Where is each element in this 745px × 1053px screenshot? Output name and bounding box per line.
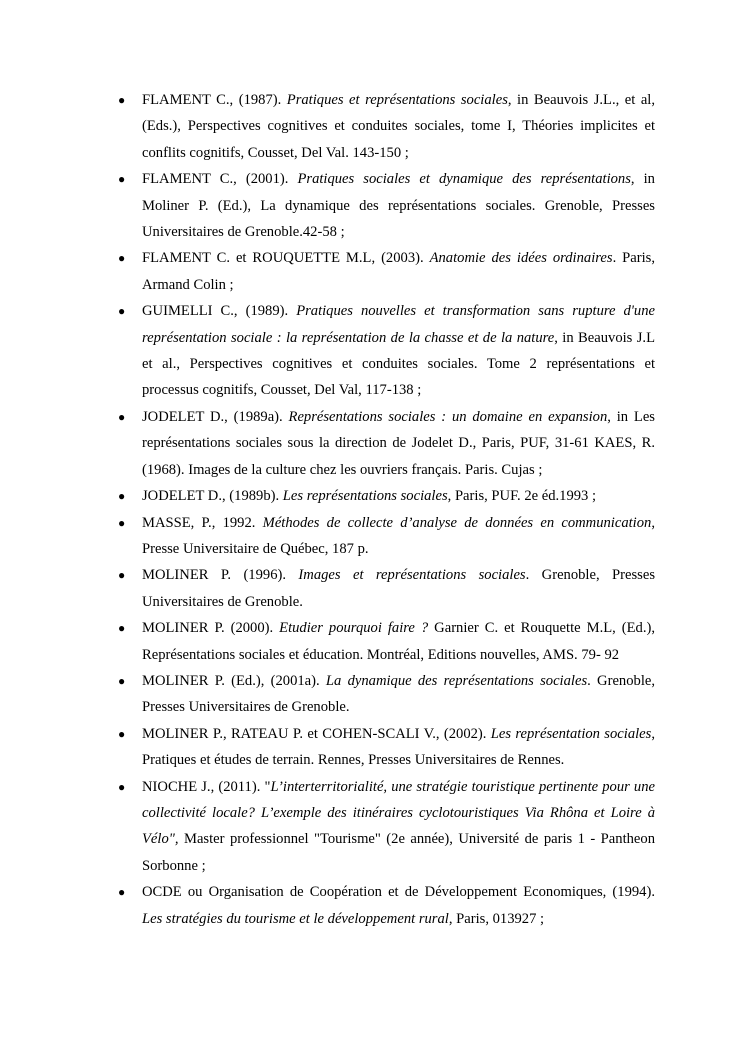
list-item: ● MASSE, P., 1992. Méthodes de collecte d’analyse de données en communication, Presse Universitaire de Québec, 187 p. bbox=[142, 510, 655, 563]
bullet-icon: ● bbox=[118, 885, 126, 900]
bullet-icon: ● bbox=[118, 251, 126, 266]
bullet-icon: ● bbox=[118, 779, 126, 794]
bullet-icon: ● bbox=[118, 726, 126, 741]
list-item: ● MOLINER P. (1996). Images et représentations sociales. Grenoble, Presses Universitaires de Grenoble. bbox=[142, 562, 655, 615]
bullet-icon: ● bbox=[118, 172, 126, 187]
list-item: ● OCDE ou Organisation de Coopération et de Développement Economiques, (1994). Les stratégies du tourisme et le développement rural, Paris, 013927 ; bbox=[142, 879, 655, 932]
list-item: ● MOLINER P. (Ed.), (2001a). La dynamique des représentations sociales. Grenoble, Presses Universitaires de Grenoble. bbox=[142, 668, 655, 721]
list-item: ● FLAMENT C. et ROUQUETTE M.L, (2003). Anatomie des idées ordinaires. Paris, Armand Colin ; bbox=[142, 245, 655, 298]
list-item: ● NIOCHE J., (2011). "L’interterritorialité, une stratégie touristique pertinente pour une collectivité locale? L’exemple des itinéraires cyclotouristiques Via Rhôna et Loire à Vélo", Master professionnel "Tourisme" (2e année), Université de paris 1 - Pantheon Sorbonne ; bbox=[142, 774, 655, 880]
list-item: ● MOLINER P. (2000). Etudier pourquoi faire ? Garnier C. et Rouquette M.L, (Ed.), Représentations sociales et éducation. Montréal, Editions nouvelles, AMS. 79- 92 bbox=[142, 615, 655, 668]
list-item: ● MOLINER P., RATEAU P. et COHEN-SCALI V., (2002). Les représentation sociales, Pratiques et études de terrain. Rennes, Presses Universitaires de Rennes. bbox=[142, 721, 655, 774]
bullet-icon: ● bbox=[118, 93, 126, 107]
bullet-icon: ● bbox=[118, 568, 126, 583]
list-item: ● FLAMENT C., (2001). Pratiques sociales et dynamique des représentations, in Moliner P. (Ed.), La dynamique des représentations sociales. Grenoble, Presses Universitaires de Grenoble.42-58 ; bbox=[142, 166, 655, 245]
bullet-icon: ● bbox=[118, 515, 126, 530]
list-item: ● JODELET D., (1989a). Représentations sociales : un domaine en expansion, in Les représentations sociales sous la direction de Jodelet D., Paris, PUF, 31-61 KAES, R. (1968). Images de la culture chez les ouvriers français. Paris. Cujas ; bbox=[142, 404, 655, 483]
bullet-icon: ● bbox=[118, 409, 126, 424]
list-item: ● FLAMENT C., (1987). Pratiques et représentations sociales, in Beauvois J.L., et al, (Eds.), Perspectives cognitives et conduites sociales, tome I, Théories implicites et conflits cognitifs, Cousset, Del Val. 143-150 ; bbox=[142, 87, 655, 166]
list-item: ● JODELET D., (1989b). Les représentations sociales, Paris, PUF. 2e éd.1993 ; bbox=[142, 483, 655, 509]
bullet-icon: ● bbox=[118, 673, 126, 688]
bullet-icon: ● bbox=[118, 304, 126, 319]
list-item: ● GUIMELLI C., (1989). Pratiques nouvelles et transformation sans rupture d'une représentation sociale : la représentation de la chasse et de la nature, in Beauvois J.L et al., Perspectives cognitives et conduites sociales. Tome 2 représentations et processus cognitifs, Cousset, Del Val, 117-138 ; bbox=[142, 298, 655, 404]
reference-list bbox=[118, 87, 656, 932]
bullet-icon: ● bbox=[118, 621, 126, 636]
bullet-icon: ● bbox=[118, 489, 126, 504]
